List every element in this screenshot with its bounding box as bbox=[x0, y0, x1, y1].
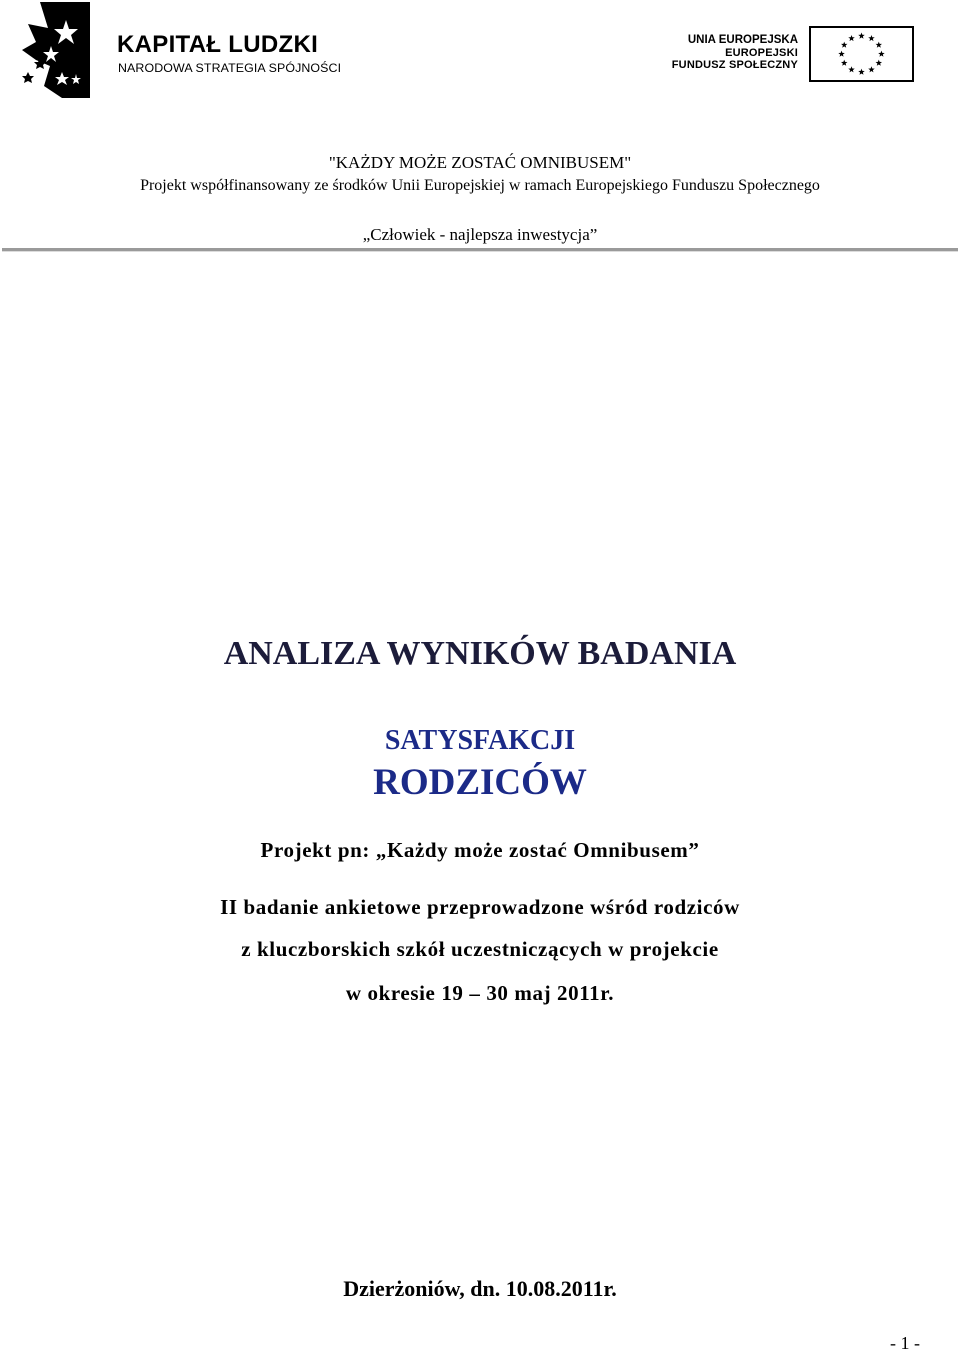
eu-flag-icon bbox=[809, 26, 914, 82]
eu-logo-line-2: EUROPEJSKI bbox=[725, 46, 798, 59]
kapital-ludzki-subtitle: NARODOWA STRATEGIA SPÓJNOŚCI bbox=[118, 61, 342, 75]
document-title: ANALIZA WYNIKÓW BADANIA bbox=[223, 635, 737, 672]
project-name: Projekt pn: „Każdy może zostać Omnibusem” bbox=[260, 838, 700, 862]
header-slogan: „Człowiek - najlepsza inwestycja” bbox=[362, 225, 598, 244]
eu-logo-text bbox=[652, 34, 798, 72]
document-subtitle-2: RODZICÓW bbox=[373, 762, 587, 803]
header-project-line: Projekt współfinansowany ze środków Unii Europejskiej w ramach Europejskiego Funduszu Społecznego bbox=[140, 177, 820, 194]
survey-description-line-1: II badanie ankietowe przeprowadzone wśród rodziców bbox=[220, 895, 740, 919]
kapital-ludzki-title: KAPITAŁ LUDZKI bbox=[117, 31, 319, 58]
eu-logo-line-3: FUNDUSZ SPOŁECZNY bbox=[671, 59, 798, 71]
kapital-ludzki-logo-icon bbox=[22, 2, 90, 98]
place-and-date: Dzierżoniów, dn. 10.08.2011r. bbox=[343, 1276, 617, 1301]
header-divider bbox=[2, 248, 958, 252]
eu-logo-line-1: UNIA EUROPEJSKA bbox=[687, 34, 798, 46]
survey-description-line-2: z kluczborskich szkół uczestniczących w projekcie bbox=[241, 937, 719, 961]
survey-description-line-3: w okresie 19 – 30 maj 2011r. bbox=[345, 981, 615, 1005]
header-title: "KAŻDY MOŻE ZOSTAĆ OMNIBUSEM" bbox=[328, 153, 632, 172]
document-subtitle-1: SATYSFAKCJI bbox=[384, 725, 576, 756]
page-number: - 1 - bbox=[890, 1333, 920, 1353]
